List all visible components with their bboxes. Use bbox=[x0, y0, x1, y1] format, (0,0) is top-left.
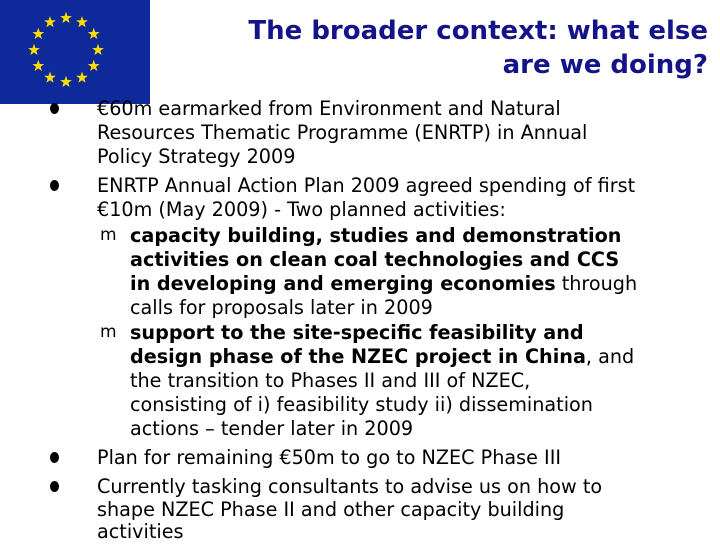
sub-bullet-1-bold-3: in developing and emerging economies bbox=[130, 272, 556, 295]
flag-star bbox=[88, 60, 100, 71]
bullet-4-line-2: shape NZEC Phase II and other capacity building bbox=[97, 498, 565, 521]
eu-flag-logo bbox=[0, 0, 150, 104]
sub-bullet-2-rest-2: , and bbox=[585, 345, 635, 368]
sub-bullet-1-rest-3: through bbox=[555, 272, 638, 295]
bullet-1-line-1: €60m earmarked from Environment and Natural bbox=[97, 97, 561, 120]
flag-star bbox=[76, 16, 88, 27]
sub-bullet-1-line-3 bbox=[130, 272, 637, 296]
bullet-1-line-2: Resources Thematic Programme (ENRTP) in Annual bbox=[97, 121, 588, 144]
sub-bullet-2-line-4: consisting of i) feasibility study ii) dissemination bbox=[130, 393, 593, 416]
sub-bullet-1-bold-2: activities on clean coal technologies and CCS bbox=[130, 248, 620, 271]
flag-star bbox=[44, 72, 56, 83]
bullet-dot bbox=[50, 103, 59, 114]
sub-bullet-1-bold-1: capacity building, studies and demonstration bbox=[130, 224, 622, 247]
flag-star bbox=[28, 44, 40, 55]
slide-title-line-1: The broader context: what else bbox=[248, 16, 708, 46]
sub-bullet-marker: m bbox=[100, 225, 117, 245]
slide-title bbox=[168, 14, 708, 82]
flag-star bbox=[60, 76, 72, 87]
bullet-dot bbox=[50, 481, 59, 492]
flag-star bbox=[44, 16, 56, 27]
flag-star bbox=[32, 60, 44, 71]
sub-bullet-1-line-4: calls for proposals later in 2009 bbox=[130, 296, 433, 319]
flag-star bbox=[32, 28, 44, 39]
sub-bullet-2-line-2 bbox=[130, 345, 634, 369]
bullet-1-line-3: Policy Strategy 2009 bbox=[97, 145, 296, 168]
flag-star bbox=[60, 12, 72, 23]
flag-star bbox=[88, 28, 100, 39]
sub-bullet-2-line-3: the transition to Phases II and III of NZEC, bbox=[130, 369, 531, 392]
bullet-dot bbox=[50, 180, 59, 191]
slide-title-line-2: are we doing? bbox=[502, 50, 708, 80]
flag-star bbox=[76, 72, 88, 83]
sub-bullet-1-line-2 bbox=[130, 248, 619, 272]
sub-bullet-2-bold-2: design phase of the NZEC project in China bbox=[130, 345, 586, 368]
bullet-2-line-2: €10m (May 2009) - Two planned activities: bbox=[97, 198, 506, 221]
bullet-3-line-1: Plan for remaining €50m to go to NZEC Phase III bbox=[97, 446, 562, 469]
bullet-4-line-3: activities bbox=[97, 520, 184, 543]
sub-bullet-1-line-1 bbox=[130, 224, 621, 248]
sub-bullet-2-line-1 bbox=[130, 321, 584, 345]
sub-bullet-2-line-5: actions – tender later in 2009 bbox=[130, 417, 414, 440]
sub-bullet-2-bold-1: support to the site-specific feasibility and bbox=[130, 321, 584, 344]
sub-bullet-marker: m bbox=[100, 322, 117, 342]
bullet-4-line-1: Currently tasking consultants to advise us on how to bbox=[97, 475, 603, 498]
bullet-2-line-1: ENRTP Annual Action Plan 2009 agreed spending of first bbox=[97, 174, 636, 197]
bullet-dot bbox=[50, 452, 59, 463]
flag-star bbox=[92, 44, 104, 55]
eu-flag-stars-icon bbox=[0, 0, 150, 104]
